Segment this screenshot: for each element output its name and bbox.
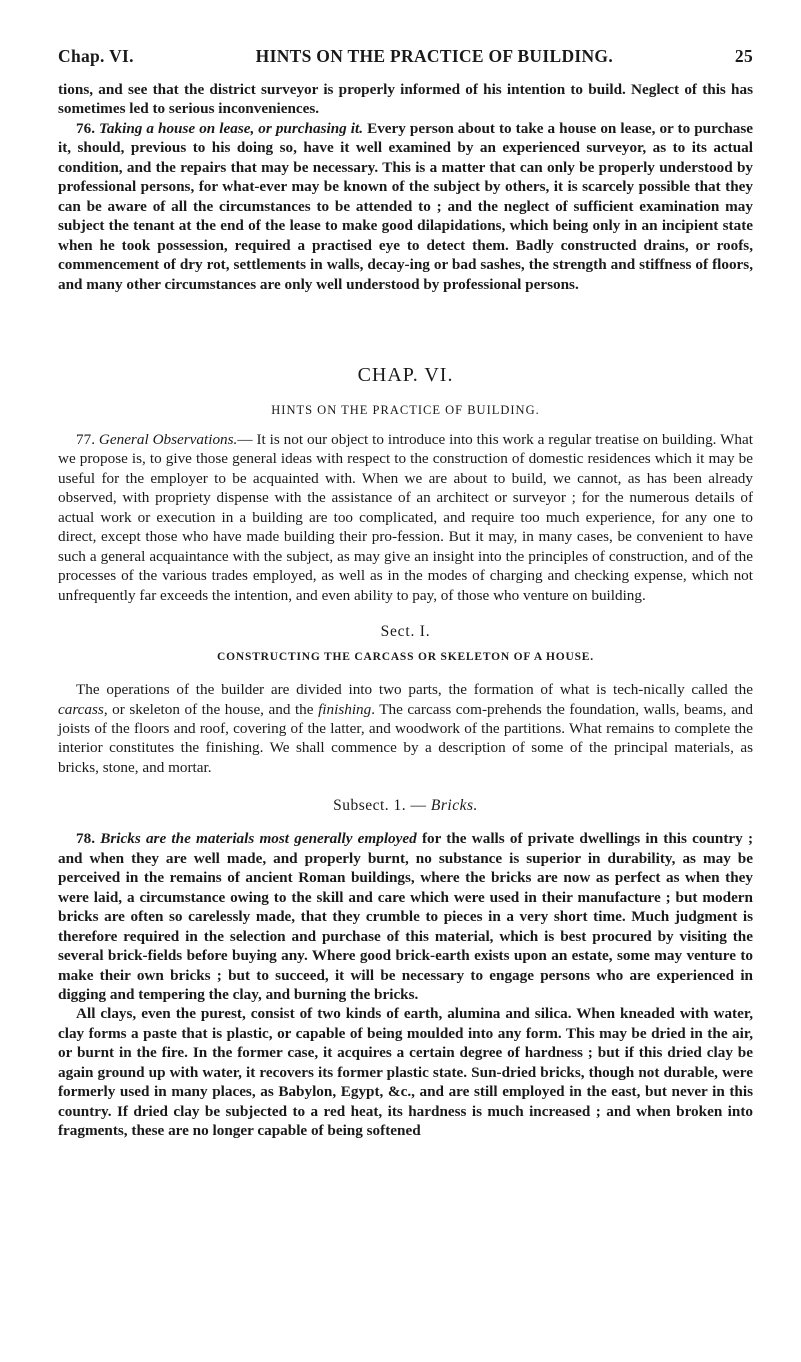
paragraph-78: [58, 829, 753, 1004]
paragraph-continued: tions, and see that the district surveyor is properly informed of his intention to build. Neglect of this has sometimes led to serious inconveniences.: [58, 81, 753, 118]
page-number: 25: [734, 46, 753, 66]
subsection-label: Subsect. 1. —: [333, 797, 431, 815]
paragraph-heading: Bricks are the materials most generally employed: [100, 830, 417, 848]
body-text: [58, 80, 753, 1141]
subsection-title: [58, 797, 753, 815]
chapter-title: CHAP. VI.: [357, 363, 454, 386]
subsection-heading: Bricks.: [430, 797, 478, 815]
emphasis-finishing: finishing: [318, 700, 372, 718]
paragraph-number: 77.: [76, 430, 95, 448]
paragraph-number: 76.: [76, 119, 95, 137]
paragraph-clays: All clays, even the purest, consist of two kinds of earth, alumina and silica. When kneaded with water, clay forms a paste that is plastic, or capable of being moulded into any form. This may be dried in the air, or burnt in the fire. In the former case, it acquires a certain degree of hardness ; but if this dried clay be again ground up with water, it recovers its former plastic state. Sun-dried bricks, though not durable, were formerly used in many places, as Babylon, Egypt, &c., and are still employed in the east, but never in this country. If dried clay be subjected to a red heat, its hardness is much increased ; and when broken into fragments, these are no longer capable of being softened: [58, 1005, 753, 1140]
paragraph-heading: General Observations.: [98, 430, 238, 448]
paragraph-number: 78.: [76, 830, 95, 848]
section-subtitle: CONSTRUCTING THE CARCASS OR SKELETON OF A HOUSE.: [217, 651, 594, 664]
paragraph-text: for the walls of private dwellings in this country ; and when they are well made, and properly burnt, no substance is superior in durability, as may be perceived in the remains of ancient Roman buildings, where the bricks are now as perfect as when they were laid, a circumstance owing to the skill and care which were used in their manufacture ; but modern bricks are often so carelessly made, that they crumble to pieces in a very short time. Much judgment is therefore required in the selection and purchase of this material, which is best procured by visiting the several brick-fields before buying any. Where good brick-earth exists upon an estate, some may venture to make their own bricks ; but to succeed, it will be necessary to engage persons who are experienced in digging and tempering the clay, and burning the bricks.: [58, 830, 754, 1003]
emphasis-carcass: carcass: [58, 700, 104, 718]
paragraph-text: — It is not our object to introduce into this work a regular treatise on building. What we propose is, to give those general ideas with respect to the construction of domestic residences which it may be useful for the employer to be acquainted with. When we are about to build, we cannot, as has been already observed, with propriety dispense with the assistance of an architect or surveyor ; for the numerous details of actual work or execution in a building are too complicated, and require too much experience, for any one to direct, except those who have made building their pro-fession. But it may, in many cases, be convenient to have such a general acquaintance with the subject, as may give an insight into the principles of construction, and of the processes of the various trades employed, as well as in the modes of charging and checking expense, which not unfrequently far exceeds the intention, and even ability to pay, of those who venture on building.: [58, 430, 753, 604]
paragraph-text: The operations of the builder are divided into two parts, the formation of what is tech-nically called the: [76, 681, 753, 699]
paragraph-76: [58, 119, 753, 294]
paragraph-operations: [58, 680, 753, 777]
header-chapter: Chap. VI.: [58, 46, 134, 66]
chapter-subtitle: HINTS ON THE PRACTICE OF BUILDING.: [271, 402, 540, 417]
section-title: Sect. I.: [380, 623, 431, 641]
paragraph-text: , or skeleton of the house, and the: [103, 700, 319, 718]
paragraph-77: [58, 430, 753, 605]
running-header: [58, 46, 753, 67]
paragraph-text: Every person about to take a house on lease, or to purchase it, should, previous to his doing so, have it well examined by an experienced surveyor, as to its actual condition, and the repairs that may be necessary. This is a matter that can only be properly understood by professional persons, for what-ever may be known of the subject by others, it is scarcely possible that they can be aware of all the circumstances to be attended to ; and the neglect of sufficient examination may subject the tenant at the end of the lease to make good dilapidations, which being only in an incipient state when he took possession, required a practised eye to detect them. Badly constructed drains, or roofs, commencement of dry rot, settlements in walls, decay-ing or bad sashes, the strength and stiffness of floors, and many other circumstances are only well understood by professional persons.: [58, 119, 754, 293]
header-title: HINTS ON THE PRACTICE OF BUILDING.: [255, 46, 614, 66]
paragraph-heading: Taking a house on lease, or purchasing it.: [99, 119, 364, 137]
paragraph-text: . The carcass com-prehends the foundation, walls, beams, and joists of the floors and roof, covering of the latter, and woodwork of the partitions. What remains to complete the interior constitutes the finishing. We shall commence by a description of some of the principal materials, as bricks, stone, and mortar.: [58, 700, 753, 776]
